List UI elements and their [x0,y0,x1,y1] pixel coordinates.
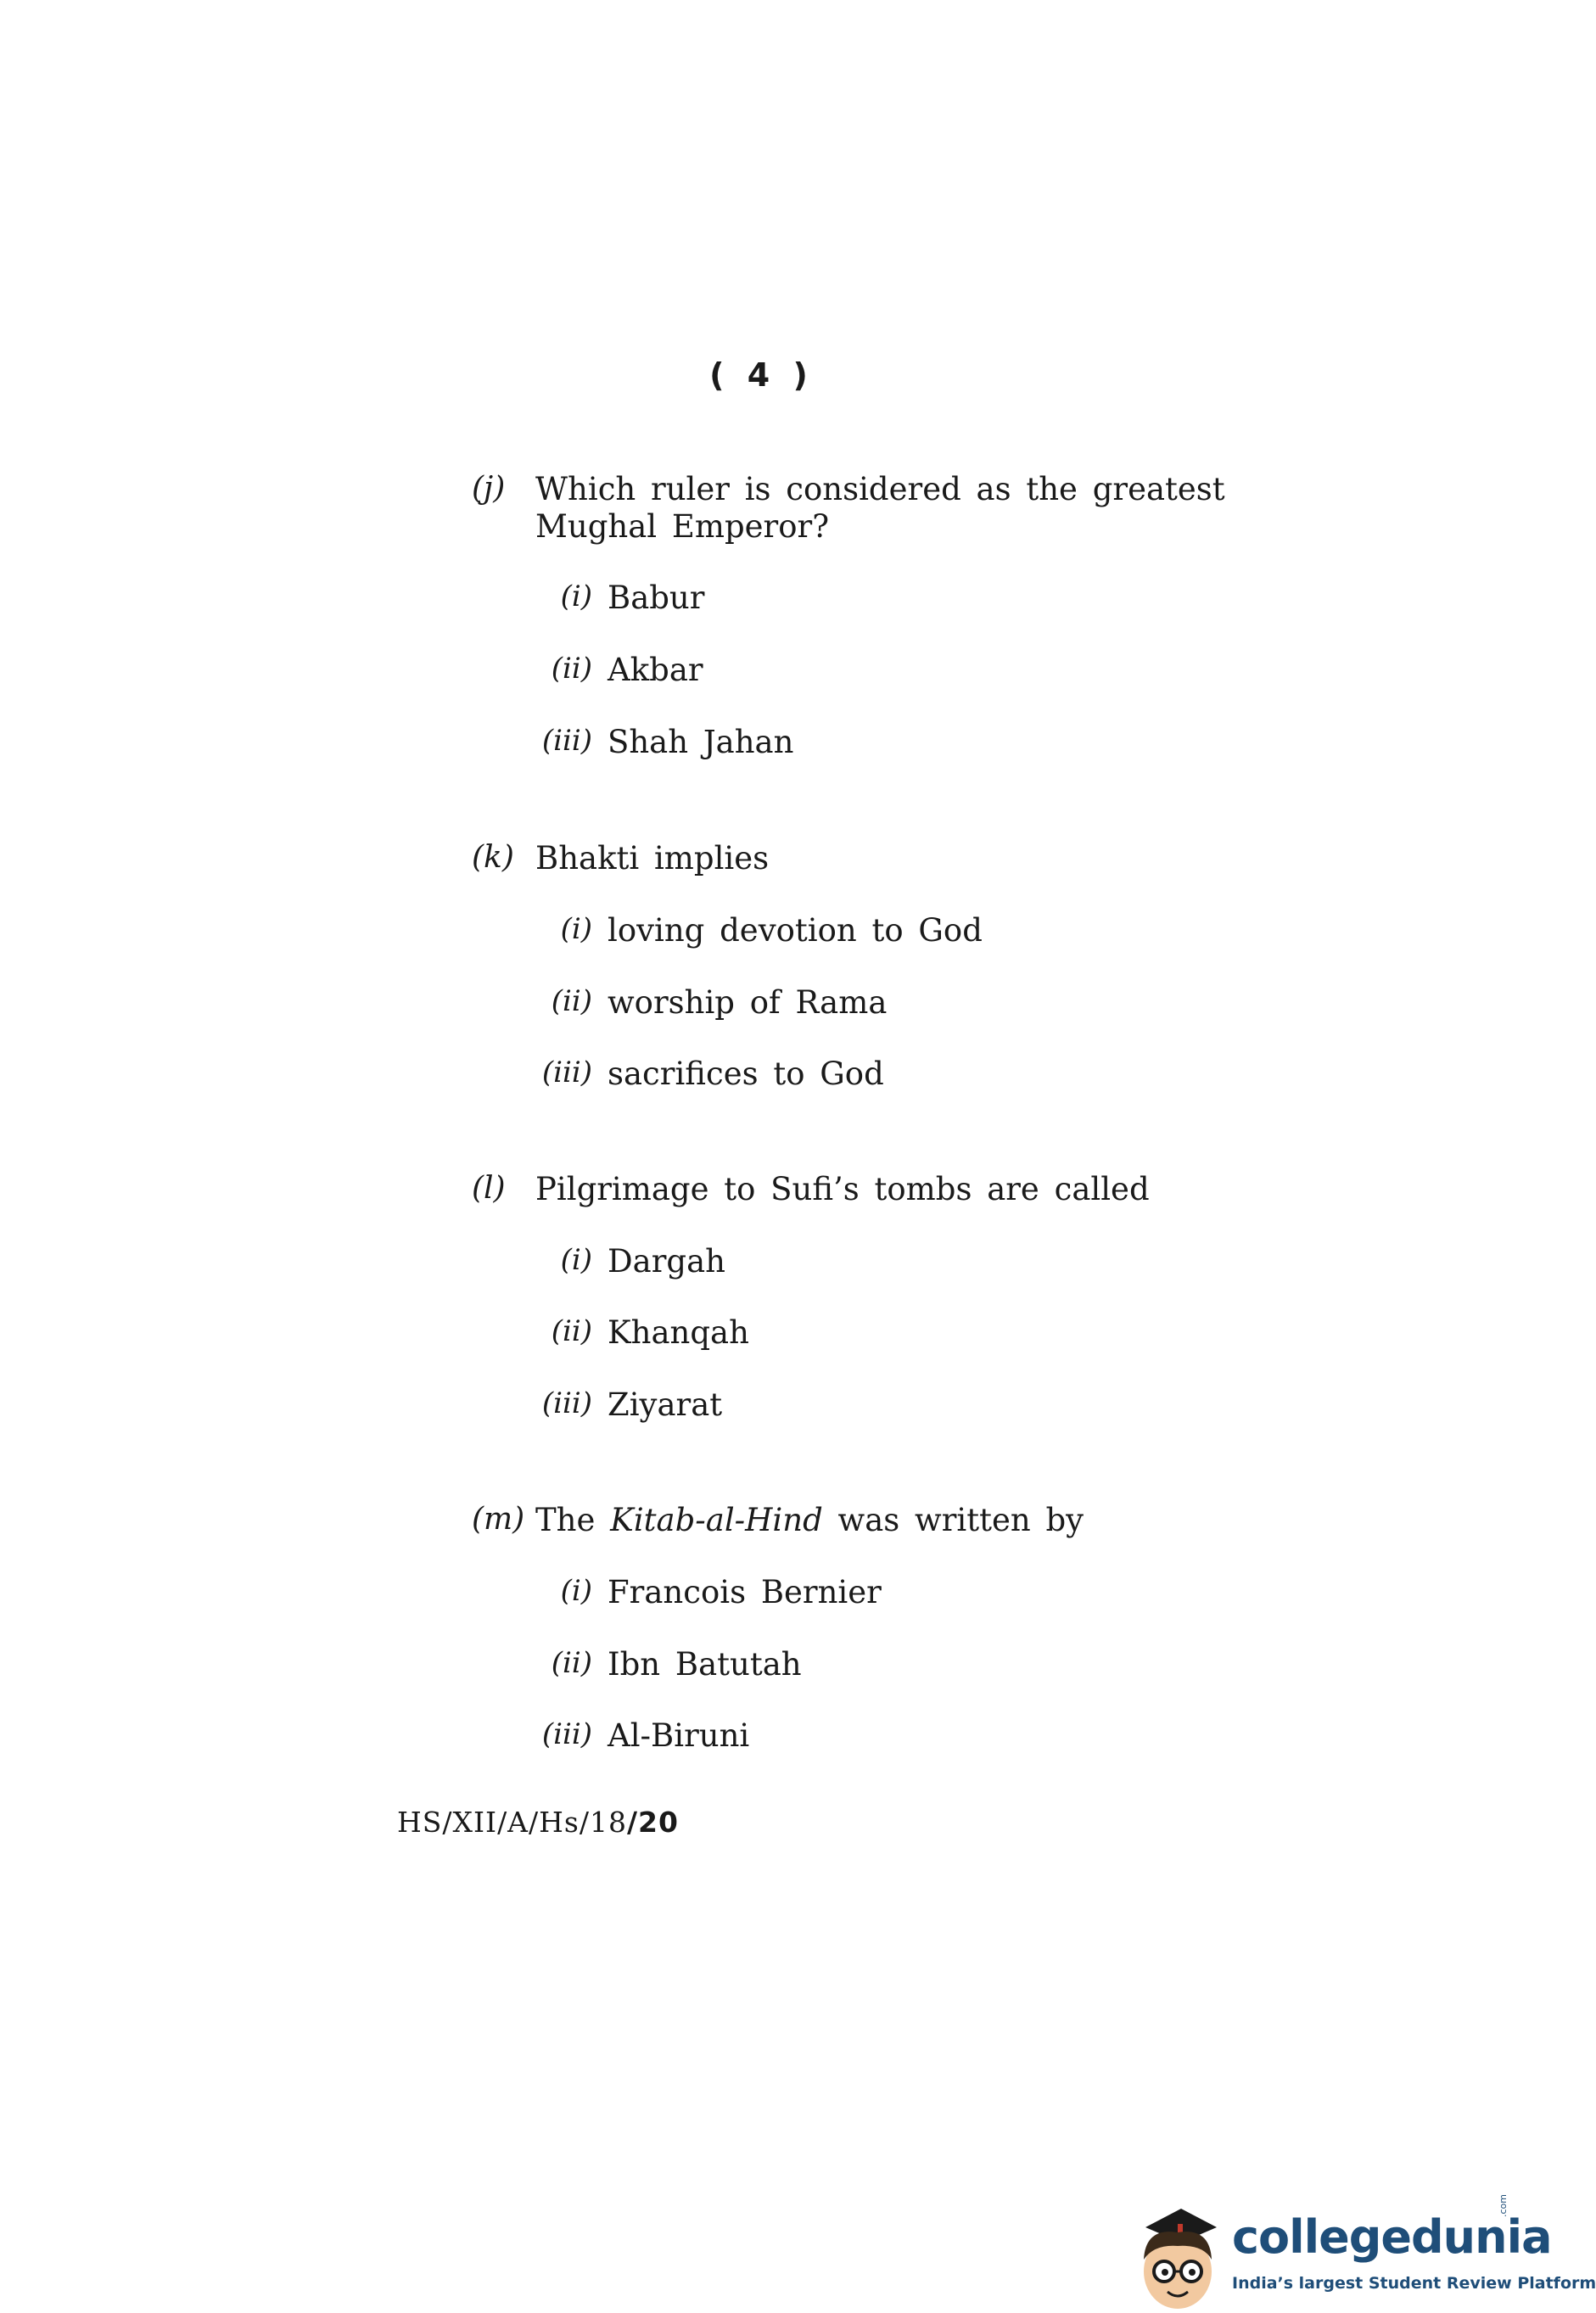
option-text: Shah Jahan [608,724,794,760]
option-text: sacrifices to God [608,1056,884,1092]
option-label: (i) [560,912,592,946]
option-label: (iii) [541,1717,592,1751]
paper-code-suffix: /20 [626,1806,679,1839]
option-text: Francois Bernier [608,1574,882,1610]
option-text: loving devotion to God [608,912,983,949]
option-label: (ii) [551,1646,592,1680]
option-text: Al-Biruni [608,1717,750,1754]
option-label: (iii) [541,1386,592,1420]
paper-code [397,1806,679,1839]
question-label: (l) [472,1171,506,1206]
option-text: Ziyarat [608,1386,723,1423]
option-text: Babur [608,580,705,616]
option-label: (i) [560,1574,592,1608]
option-label: (i) [560,580,592,613]
question-text [535,1502,1299,1539]
question-text: Which ruler is considered as the greatest Mughal Emperor? [535,471,1225,545]
option-text: Ibn Batutah [608,1646,802,1683]
option-label: (ii) [551,652,592,686]
brand-domain: .com [1498,2194,1509,2217]
brand-tagline: India’s largest Student Review Platform [1232,2274,1596,2293]
collegedunia-watermark [1128,2193,1596,2313]
option-label: (ii) [551,1314,592,1348]
paper-code-main: HS/XII/A/Hs/18 [397,1806,627,1839]
option-text: Khanqah [608,1314,749,1351]
question-label: (m) [472,1502,525,1537]
question-text-before: The [535,1502,596,1538]
page-number: ( 4 ) [709,356,808,394]
option-label: (iii) [541,724,592,758]
question-text: Pilgrimage to Sufi’s tombs are called [535,1171,1150,1207]
option-label: (i) [560,1243,592,1277]
book-title: Kitab-al-Hind [610,1502,823,1538]
option-text: worship of Rama [608,984,888,1021]
option-text: Akbar [608,652,703,688]
brand-name: collegedunia [1232,2210,1552,2264]
option-label: (iii) [541,1056,592,1089]
question-text: Bhakti implies [535,840,770,876]
question-text-after: was written by [837,1502,1084,1538]
mascot-icon [1128,2193,1230,2313]
question-label: (k) [472,840,514,875]
option-label: (ii) [551,984,592,1018]
option-text: Dargah [608,1243,725,1280]
question-label: (j) [472,471,506,506]
